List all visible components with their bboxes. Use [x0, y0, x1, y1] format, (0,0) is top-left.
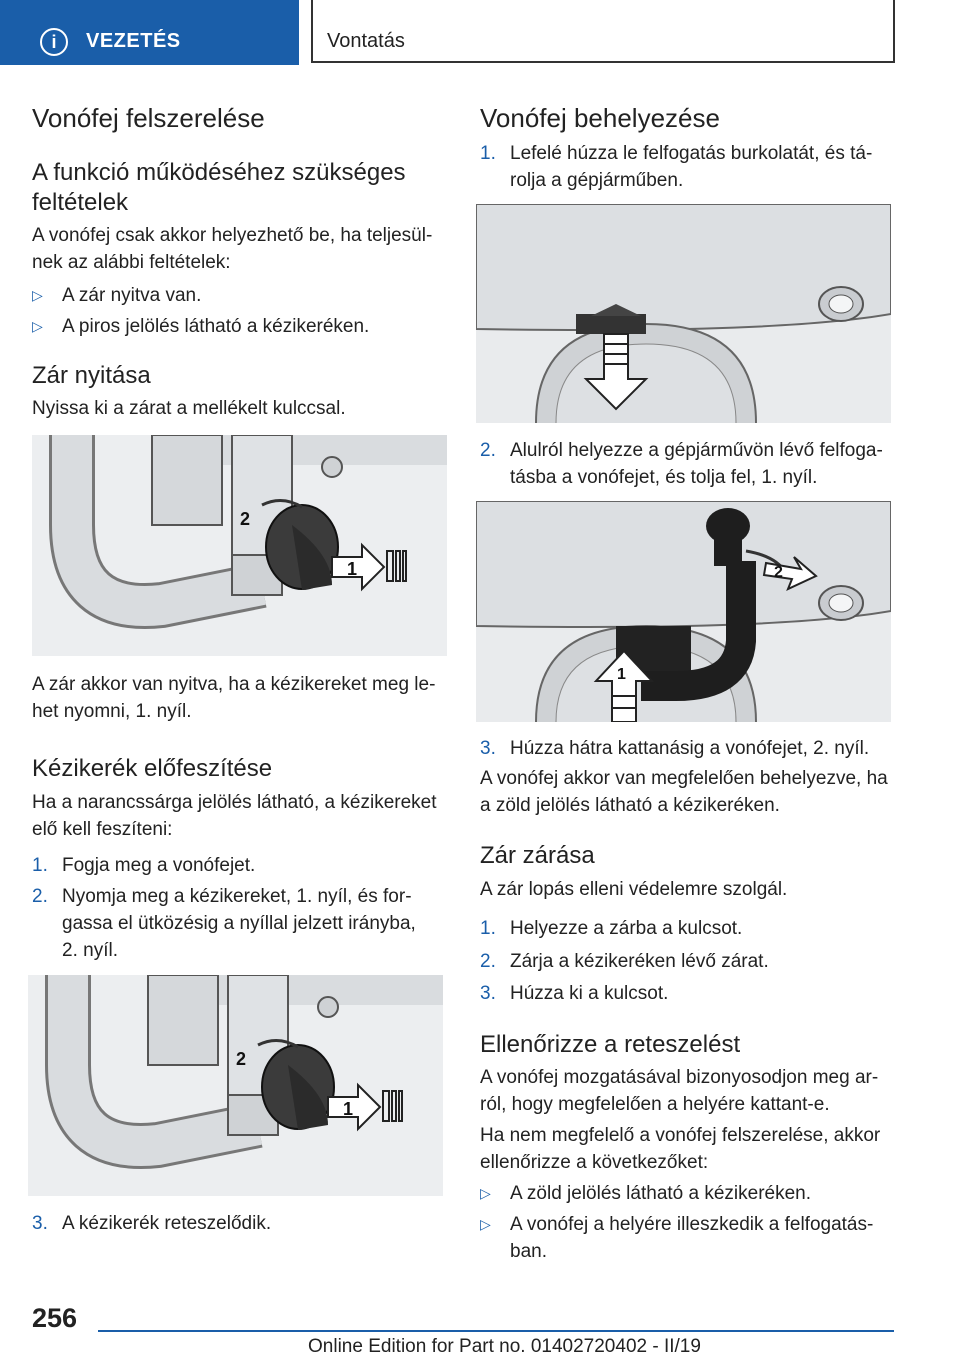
page-number: 256 [32, 1303, 78, 1333]
check-text-1a: A vonófej mozgatásával bizonyosodjon meg ar- [480, 1067, 879, 1088]
pretension-intro-2: elő kell feszíteni: [32, 819, 173, 840]
check-text-2a: Ha nem megfelelő a vonófej felszerelése, akkor [480, 1125, 881, 1146]
section-header [311, 0, 895, 63]
heading-lock: Zár zárása [480, 842, 595, 869]
unlock-caption-2: het nyomni, 1. nyíl. [32, 701, 192, 722]
bumper-cover-illustration [476, 204, 891, 423]
heading-insert-towbar: Vonófej behelyezése [480, 103, 720, 133]
figure-label-1: 1 [343, 1099, 354, 1119]
heading-unlock: Zár nyitása [32, 362, 151, 389]
info-icon: i [40, 28, 68, 56]
insert-result-1: A vonófej akkor van megfelelően behelyezve, ha [480, 768, 888, 789]
chapter-tab-label: VEZETÉS [86, 30, 181, 52]
unlock-caption-1: A zár akkor van nyitva, ha a kézikereket meg le- [32, 674, 436, 695]
figure-label-2: 2 [240, 509, 251, 529]
check-text-1b: ról, hogy megfelelően a helyére kattant-e. [480, 1094, 830, 1115]
insert-result-2: a zöld jelölés látható a kézikeréken. [480, 795, 780, 816]
chapter-tab[interactable] [0, 0, 299, 65]
check-text-2b: ellenőrizze a következőket: [480, 1152, 709, 1173]
triangle-bullet-icon: ▷ [32, 318, 43, 334]
towbar-lock-illustration [32, 435, 447, 656]
towbar-insert-illustration [476, 501, 891, 722]
figure-remove-cover [476, 204, 891, 423]
unlock-text: Nyissa ki a zárat a mellékelt kulccsal. [32, 398, 346, 419]
triangle-bullet-icon: ▷ [480, 1216, 491, 1232]
figure-pretension [28, 975, 443, 1196]
figure-unlock-lock [32, 435, 447, 656]
pretension-intro-1: Ha a narancssárga jelölés látható, a kézikereket [32, 792, 437, 813]
footer-divider [98, 1330, 894, 1332]
heading-pretension: Kézikerék előfeszítése [32, 755, 273, 782]
figure-label-2: 2 [774, 564, 783, 581]
triangle-bullet-icon: ▷ [480, 1185, 491, 1201]
towbar-handwheel-illustration [28, 975, 443, 1196]
edition-link[interactable]: Online Edition for Part no. 01402720402 - II/19 [308, 1336, 701, 1357]
figure-insert-towbar [476, 501, 891, 722]
section-title: Vontatás [327, 30, 405, 52]
triangle-bullet-icon: ▷ [32, 287, 43, 303]
heading-requirements: A funkció működéséhez szükséges feltételek [32, 159, 406, 216]
figure-label-2: 2 [236, 1049, 247, 1069]
requirements-intro-2: nek az alábbi feltételek: [32, 252, 231, 273]
figure-label-1: 1 [347, 559, 358, 579]
figure-label-1: 1 [617, 666, 626, 683]
heading-check-lock: Ellenőrizze a reteszelést [480, 1031, 741, 1058]
heading-mount-towbar: Vonófej felszerelése [32, 103, 265, 133]
lock-intro: A zár lopás elleni védelemre szolgál. [480, 879, 788, 900]
requirements-intro-1: A vonófej csak akkor helyezhető be, ha teljesül- [32, 225, 433, 246]
